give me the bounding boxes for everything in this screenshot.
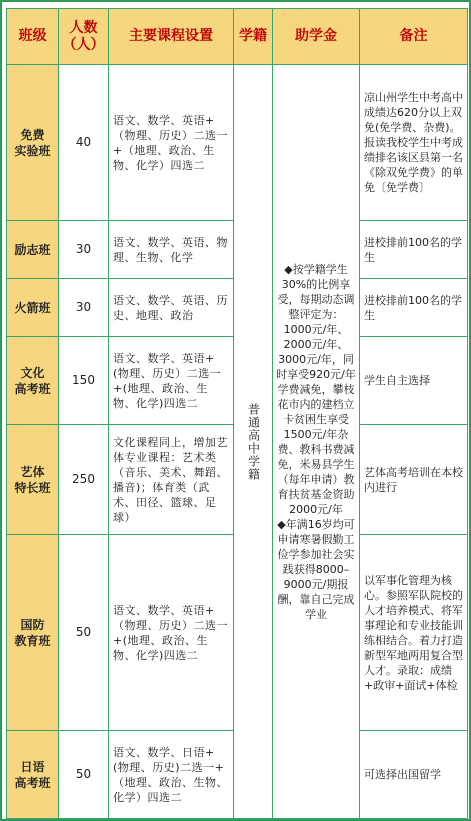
student-count: 250 — [59, 425, 109, 535]
class-name: 文化 高考班 — [7, 337, 59, 425]
course-list: 语文、数学、英语、物理、生物、化学 — [109, 221, 234, 279]
course-list: 语文、数学、英语+（物理、历史）二选一+(地理、政治、生物、化学)四选二 — [109, 535, 234, 731]
header-aid: 助学金 — [273, 9, 360, 65]
class-name: 免费 实验班 — [7, 65, 59, 221]
class-name: 国防 教育班 — [7, 535, 59, 731]
row-note: 凉山州学生中考高中成绩达620分以上双免(免学费、杂费)。报读我校学生中考成绩排名该区县第一名《除双免学费》的单免〔免学费〕 — [360, 65, 468, 221]
course-list: 语文、数学、日语+(物理、历史)二选一+（地理、政治、生物、化学）四选二 — [109, 731, 234, 819]
header-notes: 备注 — [360, 9, 468, 65]
class-name: 日语 高考班 — [7, 731, 59, 819]
table-row — [7, 65, 468, 221]
header-status: 学籍 — [234, 9, 273, 65]
admission-table — [6, 8, 468, 819]
student-count: 30 — [59, 279, 109, 337]
student-count: 40 — [59, 65, 109, 221]
header-class: 班级 — [7, 9, 59, 65]
class-name: 励志班 — [7, 221, 59, 279]
status-text: 普通高中学籍 — [246, 402, 261, 481]
header-count: 人数 （人） — [59, 9, 109, 65]
status-cell — [234, 65, 273, 819]
class-name: 火箭班 — [7, 279, 59, 337]
row-note: 可选择出国留学 — [360, 731, 468, 819]
student-count: 150 — [59, 337, 109, 425]
row-note: 艺体高考培训在本校内进行 — [360, 425, 468, 535]
course-list: 文化课程同上，增加艺体专业课程：艺术类（音乐、美术、舞蹈、播音)；体育类（武术、田径、篮球、足球） — [109, 425, 234, 535]
course-list: 语文、数学、英语、历史、地理、政治 — [109, 279, 234, 337]
row-note: 进校排前100名的学生 — [360, 279, 468, 337]
student-count: 30 — [59, 221, 109, 279]
aid-text: ◆按学籍学生30%的比例享受，每期动态调整评定为：1000元/年、2000元/年、3000元/年，同时享受920元/年学费减免，攀枝花市内的建档立卡贫困生享受1500元/年杂费、教科书费减免，米易县学生（每年申请）教育扶贫基金资助2000元/年 ◆年满16岁均可申请寒暑假勤工俭学参加社会实践获得8000–9000元/期报酬，靠自己完成学业 — [273, 65, 360, 819]
row-note: 进校排前100名的学生 — [360, 221, 468, 279]
class-name: 艺体 特长班 — [7, 425, 59, 535]
course-list: 语文、数学、英语+（物理、历史）二选一+（地理、政治、生物、化学）四选二 — [109, 65, 234, 221]
header-courses: 主要课程设置 — [109, 9, 234, 65]
course-list: 语文、数学、英语+(物理、历史）二选一+(地理、政治、生物、化学)四选二 — [109, 337, 234, 425]
row-note: 学生自主选择 — [360, 337, 468, 425]
student-count: 50 — [59, 731, 109, 819]
row-note: 以军事化管理为核心。参照军队院校的人才培养模式、将军事理论和专业技能训练相结合。着力打造新型军地两用复合型人才。录取：成绩+政审+面试+体检 — [360, 535, 468, 731]
student-count: 50 — [59, 535, 109, 731]
header-row — [7, 9, 468, 65]
